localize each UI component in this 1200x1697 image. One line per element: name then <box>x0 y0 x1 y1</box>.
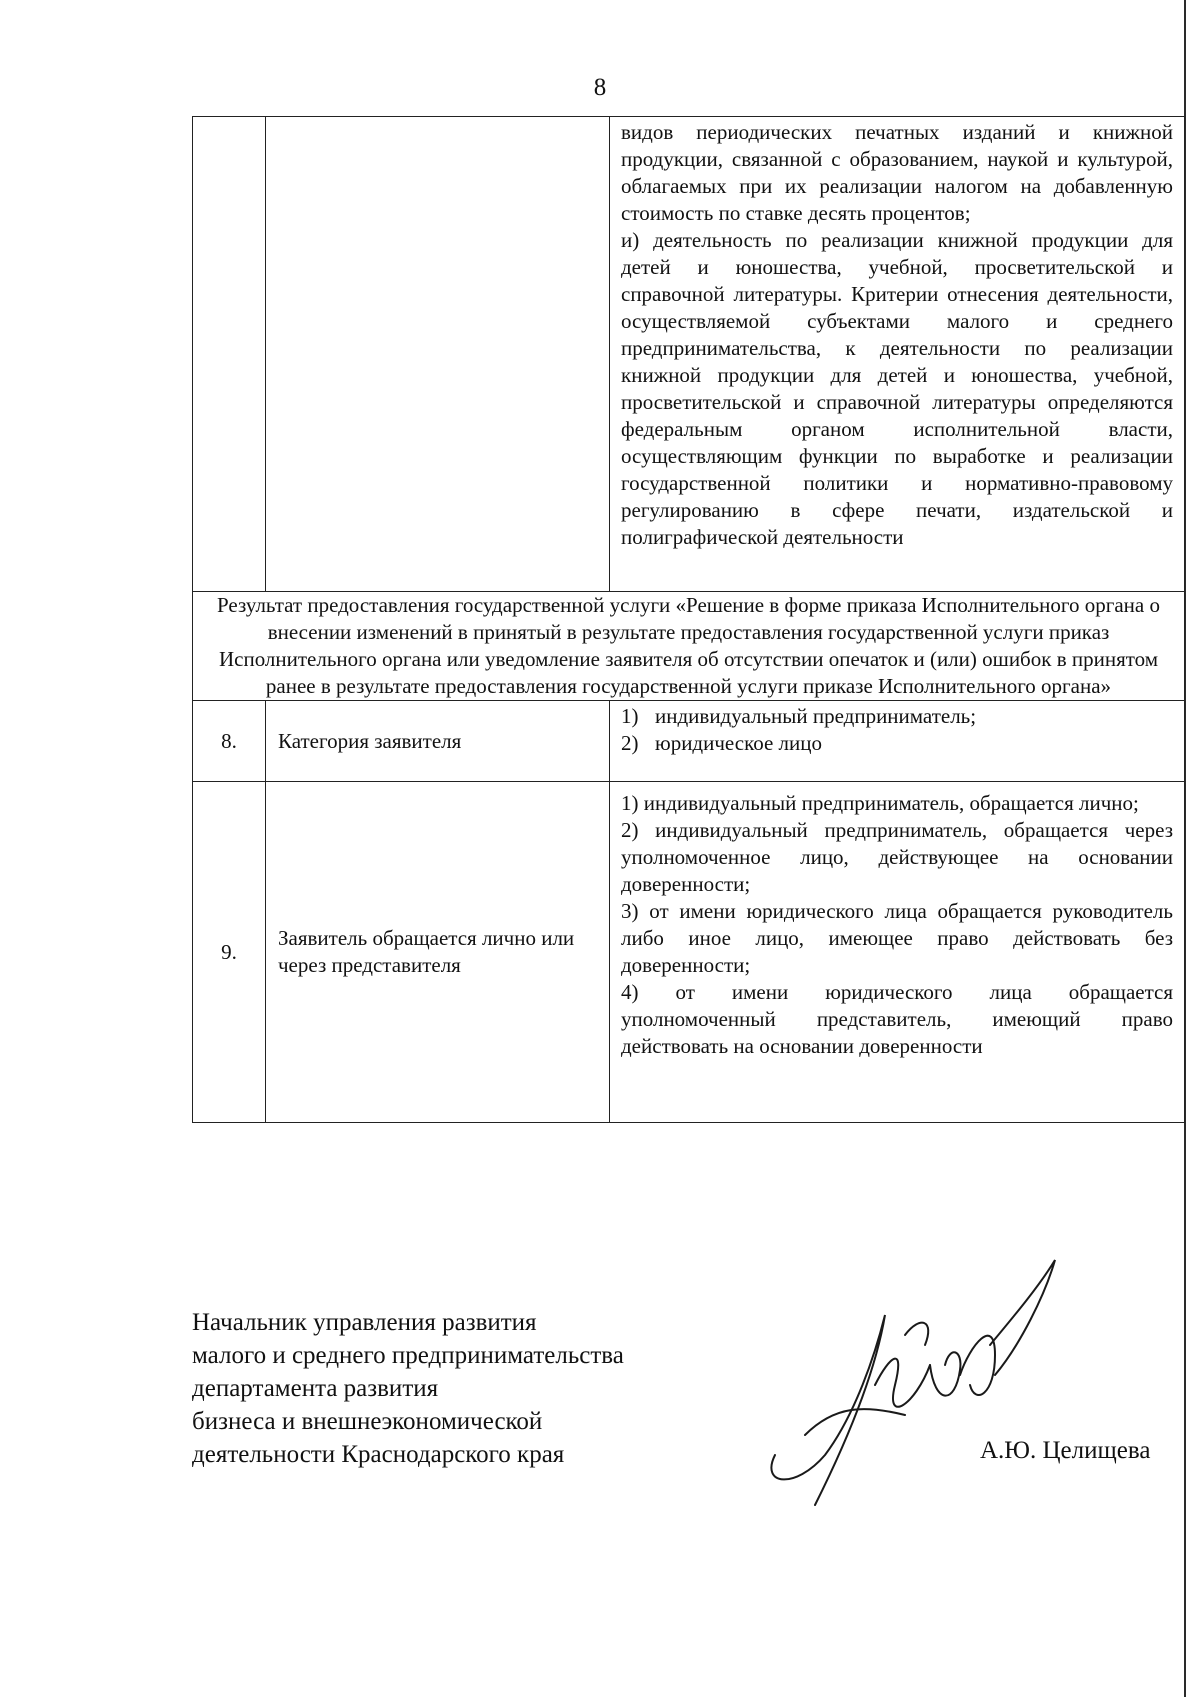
description-cell <box>610 117 1185 592</box>
position-line: деятельности Краснодарского края <box>192 1441 565 1468</box>
row-name: Заявитель обращается лично или через представителя <box>266 782 610 1123</box>
position-line: бизнеса и внешнеэкономической <box>192 1408 543 1435</box>
list-item <box>621 730 1173 757</box>
handwritten-signature <box>755 1255 1075 1515</box>
list-marker: 1) <box>621 704 639 728</box>
num-cell-empty <box>193 117 266 592</box>
row-description <box>610 701 1185 782</box>
position-line: департамента развития <box>192 1375 439 1402</box>
description-paragraph: и) деятельность по реализации книжной продукции для детей и юношества, учебной, просветительской и справочной литературы. Критерии отнесения деятельности, осуществляемой субъектами малого и среднего предпринимательства, к деятельности по реализации книжной продукции для детей и юношества, учебной, просветительской и справочной литературы определяются федеральным органом исполнительной власти, осуществляющим функции по выработке и реализации государственной политики и нормативно-правовому регулированию в сфере печати, издательской и полиграфической деятельности <box>621 228 1173 549</box>
description-paragraph: видов периодических печатных изданий и книжной продукции, связанной с образованием, наукой и культурой, облагаемых при их реализации налогом на добавленную стоимость по ставке десять процентов; <box>621 120 1173 225</box>
row-name: Категория заявителя <box>266 701 610 782</box>
list-item: 4) от имени юридического лица обращается уполномоченный представитель, имеющий право действовать на основании доверенности <box>621 980 1173 1058</box>
row-description <box>610 782 1185 1123</box>
table-row-result-heading <box>193 592 1185 701</box>
row-number: 8. <box>193 701 266 782</box>
table-row <box>193 782 1185 1123</box>
page-number: 8 <box>593 74 607 101</box>
table-row <box>193 701 1185 782</box>
list-marker: 2) <box>621 731 639 755</box>
list-text: юридическое лицо <box>655 731 822 755</box>
requirements-table <box>192 116 1185 1123</box>
result-heading: Результат предоставления государственной услуги «Решение в форме приказа Исполнительного органа о внесении изменений в принятый в результате предоставления государственной услуги приказ Исполнительного органа или уведомление заявителя об отсутствии опечаток и (или) ошибок в принятом ранее в результате предоставления государственной услуги приказе Исполнительного органа» <box>193 592 1185 701</box>
list-item: 3) от имени юридического лица обращается руководитель либо иное лицо, имеющее право действовать без доверенности; <box>621 899 1173 977</box>
list-text: индивидуальный предприниматель; <box>655 704 977 728</box>
signer-name: А.Ю. Целищева <box>980 1437 1151 1464</box>
position-line: малого и среднего предпринимательства <box>192 1342 624 1369</box>
position-line: Начальник управления развития <box>192 1309 537 1336</box>
list-item: 1) индивидуальный предприниматель, обращается лично; <box>621 791 1139 815</box>
table-row-continuation <box>193 117 1185 592</box>
row-number: 9. <box>193 782 266 1123</box>
list-item <box>621 703 1173 730</box>
list-item: 2) индивидуальный предприниматель, обращается через уполномоченное лицо, действующее на основании доверенности; <box>621 818 1173 896</box>
name-cell-empty <box>266 117 610 592</box>
signatory-position <box>192 1306 624 1471</box>
